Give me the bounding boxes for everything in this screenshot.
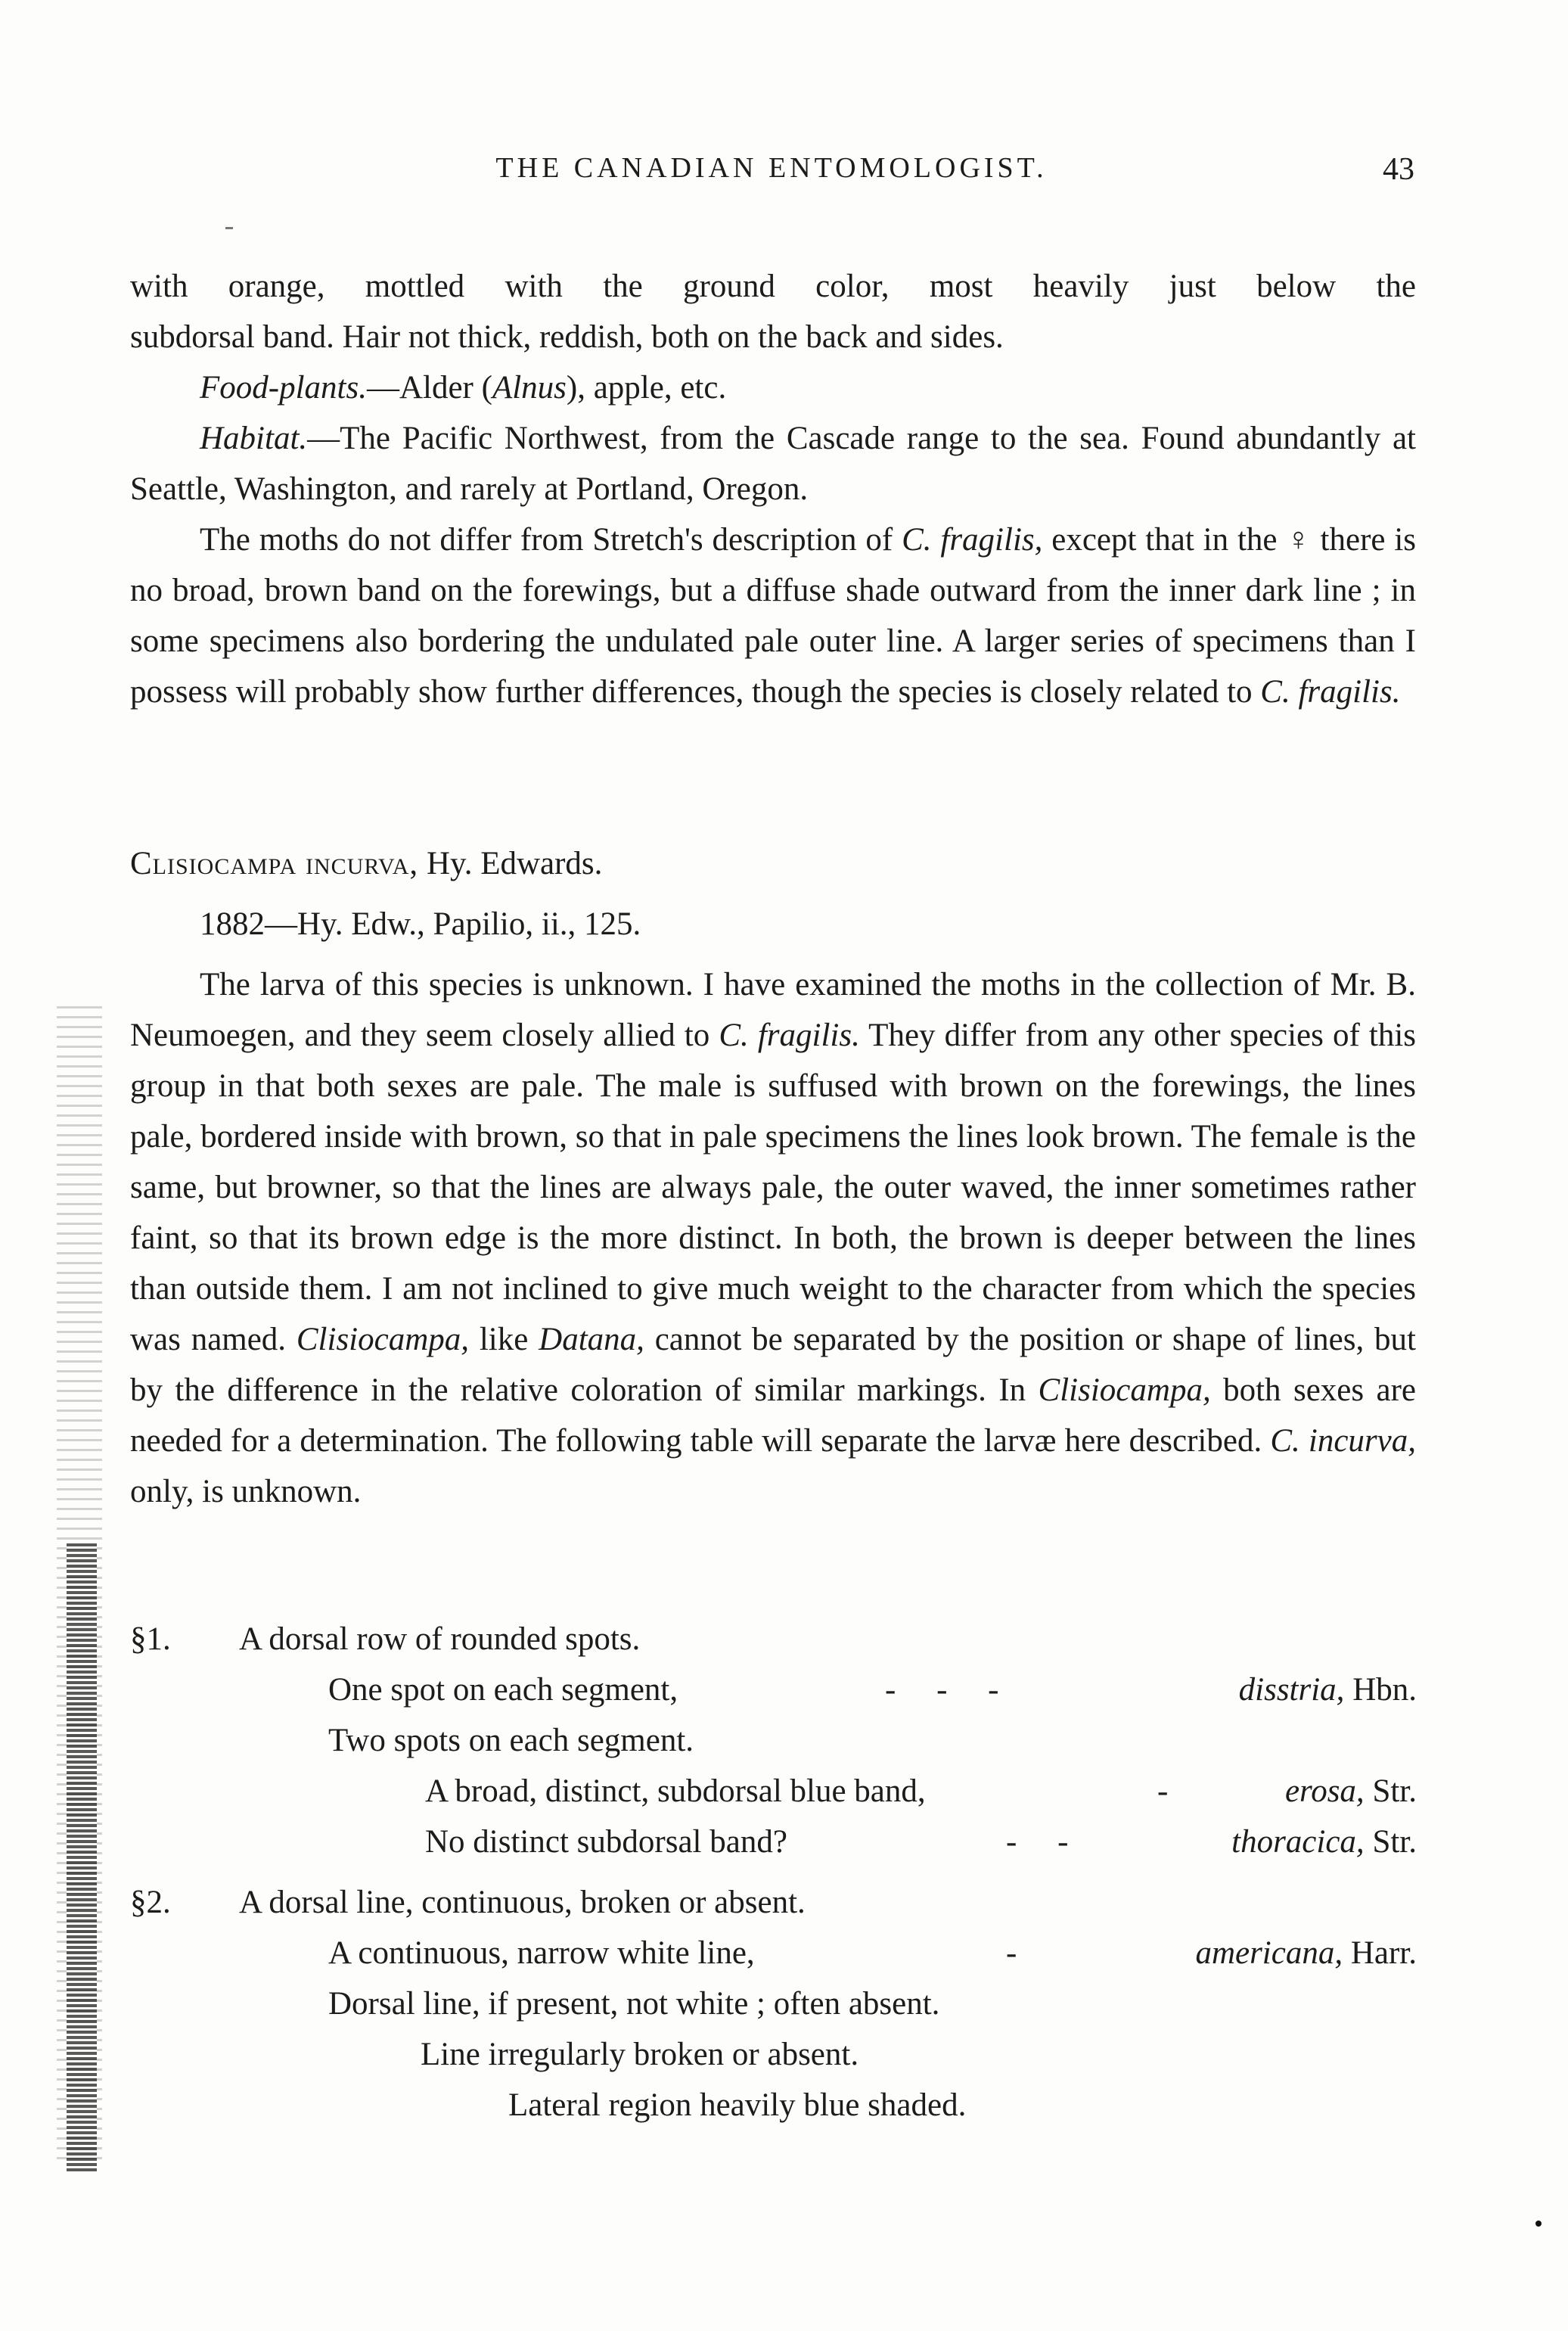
food-plant-genus: Alnus (492, 370, 567, 406)
key-couplet: A dorsal line, continuous, broken or absent. (239, 1885, 806, 1920)
key-lead: Two spots on each segment. (328, 1723, 694, 1758)
page-header (129, 151, 1414, 197)
ink-speck (225, 227, 233, 229)
key-lead: Dorsal line, if present, not white ; often absent. (328, 1986, 940, 2022)
key-taxon (1285, 1766, 1417, 1817)
key-taxon (1195, 1928, 1417, 1978)
food-plants-line (200, 362, 726, 413)
paragraph-text: only, is unknown. (130, 1474, 362, 1509)
paragraph-text: The moths do not differ from Stretch's description of (200, 522, 902, 558)
taxon-author: Str. (1364, 1824, 1417, 1860)
scan-dot (1535, 2221, 1542, 2227)
species-name: C. fragilis, (902, 522, 1043, 558)
larva-paragraph (130, 959, 1416, 1517)
species-name: C. fragilis. (1260, 674, 1401, 710)
food-plants-text: —Alder ( (366, 370, 492, 406)
taxon-author: Harr. (1343, 1935, 1417, 1971)
species-heading (130, 838, 602, 889)
genus-name: Clisiocampa, (1038, 1372, 1211, 1408)
habitat-text: —The Pacific Northwest, from the Cascade range to the sea. Found abundantly at Seattle, Washington, and rarely at Portland, Oregon. (130, 421, 1416, 507)
taxon-author: Hbn. (1344, 1672, 1417, 1708)
species-heading-name: Clisiocampa incurva, (130, 846, 419, 881)
taxon-author: Str. (1364, 1773, 1417, 1809)
habitat-label: Habitat. (200, 421, 308, 456)
running-head: THE CANADIAN ENTOMOLOGIST. (495, 152, 1048, 184)
key-leader-dashes: - (1006, 1935, 1017, 1971)
taxon-name: disstria, (1238, 1672, 1345, 1708)
key-couplet: A dorsal row of rounded spots. (239, 1621, 641, 1657)
paragraph-line: with orange, mottled with the ground color, most heavily just below the (130, 269, 1416, 304)
taxon-name: thoracica, (1231, 1824, 1365, 1860)
genus-name: Datana, (539, 1322, 644, 1357)
food-plants-label: Food-plants. (200, 370, 367, 406)
paragraph-text: The larva of this species is unknown. I have examined the moths in the collection of Mr. B. Neumoegen, and they seem closely allied to (130, 967, 1416, 1053)
key-section-mark: §1. (130, 1621, 171, 1657)
key-taxon (1231, 1817, 1417, 1867)
paragraph-text: cannot be separated by the position or shape of lines, but by the difference in the relative coloration of similar markings. In (130, 1322, 1416, 1408)
key-lead: No distinct subdorsal band? (425, 1824, 787, 1860)
habitat-paragraph (130, 413, 1416, 514)
species-name: C. incurva, (1270, 1423, 1416, 1459)
species-heading-author: Hy. Edwards. (418, 846, 603, 881)
taxon-name: americana, (1195, 1935, 1343, 1971)
key-lead: A continuous, narrow white line, (328, 1935, 755, 1971)
key-leader-dashes: - - (1006, 1824, 1069, 1860)
citation: 1882—Hy. Edw., Papilio, ii., 125. (200, 906, 641, 942)
scan-binding-shadow (67, 1543, 97, 2171)
key-taxon (1239, 1664, 1417, 1715)
paragraph-text: They differ from any other species of this group in that both sexes are pale. The male is suffused with brown on the forewings, the lines pale, bordered inside with brown, so that in pale specimens the lines look brown. The female is the same, but browner, so that the lines are always pale, the outer waved, the inner sometimes rather faint, so that its brown edge is the more distinct. In both, the brown is deeper between the lines than outside them. I am not inclined to give much weight to the character from which the species was named. (130, 1018, 1416, 1357)
paragraph-line: subdorsal band. Hair not thick, reddish, both on the back and sides. (130, 319, 1004, 355)
paragraph-text: except that in the ♀ there is no broad, brown band on the forewings, but a diffuse shade outward from the inner dark line ; in some specimens also bordering the undulated pale outer line. A larger series of specimens than I possess will probably show further differences, though the species is closely related to (130, 522, 1417, 710)
page-number: 43 (1383, 152, 1414, 187)
food-plants-text: ), apple, etc. (566, 370, 727, 406)
key-leader-dashes: - (1157, 1773, 1169, 1809)
species-name: C. fragilis. (719, 1018, 860, 1053)
genus-name: Clisiocampa, (296, 1322, 470, 1357)
paragraph-text: both sexes are needed for a determination. The following table will separate the larvæ here described. (130, 1372, 1416, 1459)
key-lead: Line irregularly broken or absent. (421, 2037, 859, 2072)
key-lead: A broad, distinct, subdorsal blue band, (425, 1773, 926, 1809)
key-leader-dashes: - - - (885, 1672, 999, 1708)
key-lead: One spot on each segment, (328, 1672, 678, 1708)
key-section-mark: §2. (130, 1885, 171, 1920)
taxon-name: erosa, (1284, 1773, 1365, 1809)
moths-paragraph (130, 514, 1416, 717)
paragraph-text: like (469, 1322, 539, 1357)
key-lead: Lateral region heavily blue shaded. (508, 2087, 967, 2123)
